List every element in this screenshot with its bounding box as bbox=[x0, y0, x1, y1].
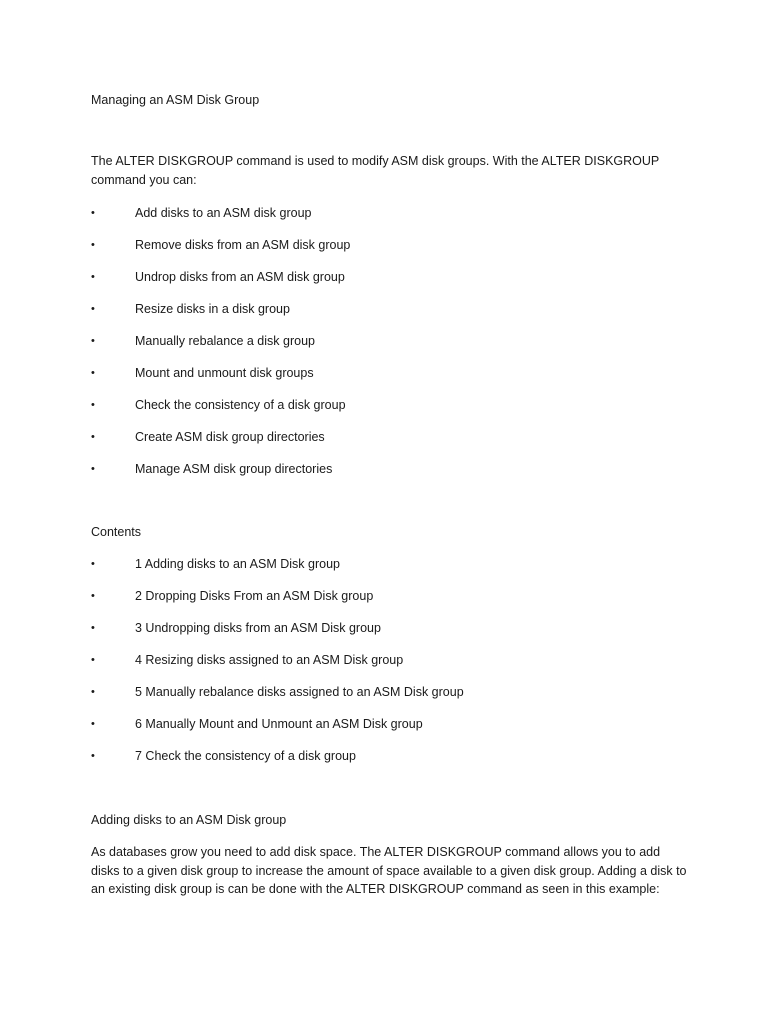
section-paragraph: As databases grow you need to add disk space. The ALTER DISKGROUP command allows you to add disks to a given disk group to increase the amount of space available to a given disk group. Adding a disk to an existing disk group is can be done with the ALTER DISKGROUP command as seen in this example: bbox=[91, 845, 687, 896]
list-item-text: Add disks to an ASM disk group bbox=[135, 206, 312, 220]
bullet-icon: • bbox=[91, 590, 95, 602]
list-item-text: Manually rebalance a disk group bbox=[135, 334, 315, 348]
list-item-text: Mount and unmount disk groups bbox=[135, 366, 314, 380]
contents-entry[interactable]: 1 Adding disks to an ASM Disk group bbox=[135, 557, 340, 571]
contents-entry[interactable]: 4 Resizing disks assigned to an ASM Disk group bbox=[135, 653, 404, 667]
intro-paragraph: The ALTER DISKGROUP command is used to modify ASM disk groups. With the ALTER DISKGROUP command you can: bbox=[91, 154, 660, 187]
list-item-text: Create ASM disk group directories bbox=[135, 430, 325, 444]
bullet-icon: • bbox=[91, 207, 95, 219]
document-title: Managing an ASM Disk Group bbox=[91, 93, 260, 107]
bullet-icon: • bbox=[91, 271, 95, 283]
bullet-icon: • bbox=[91, 335, 95, 347]
bullet-icon: • bbox=[91, 463, 95, 475]
bullet-icon: • bbox=[91, 431, 95, 443]
bullet-icon: • bbox=[91, 718, 95, 730]
bullet-icon: • bbox=[91, 622, 95, 634]
contents-entry[interactable]: 2 Dropping Disks From an ASM Disk group bbox=[135, 589, 374, 603]
bullet-icon: • bbox=[91, 654, 95, 666]
section-heading: Adding disks to an ASM Disk group bbox=[91, 813, 287, 827]
list-item-text: Undrop disks from an ASM disk group bbox=[135, 270, 345, 284]
contents-entry[interactable]: 7 Check the consistency of a disk group bbox=[135, 749, 356, 763]
bullet-icon: • bbox=[91, 558, 95, 570]
bullet-icon: • bbox=[91, 367, 95, 379]
list-item-text: Check the consistency of a disk group bbox=[135, 398, 346, 412]
bullet-icon: • bbox=[91, 303, 95, 315]
contents-entry[interactable]: 6 Manually Mount and Unmount an ASM Disk group bbox=[135, 717, 423, 731]
contents-entry[interactable]: 5 Manually rebalance disks assigned to an ASM Disk group bbox=[135, 685, 464, 699]
contents-heading: Contents bbox=[91, 525, 142, 539]
list-item-text: Manage ASM disk group directories bbox=[135, 462, 333, 476]
list-item-text: Remove disks from an ASM disk group bbox=[135, 238, 351, 252]
bullet-icon: • bbox=[91, 239, 95, 251]
contents-entry[interactable]: 3 Undropping disks from an ASM Disk group bbox=[135, 621, 381, 635]
bullet-icon: • bbox=[91, 686, 95, 698]
bullet-icon: • bbox=[91, 399, 95, 411]
list-item-text: Resize disks in a disk group bbox=[135, 302, 290, 316]
bullet-icon: • bbox=[91, 750, 95, 762]
